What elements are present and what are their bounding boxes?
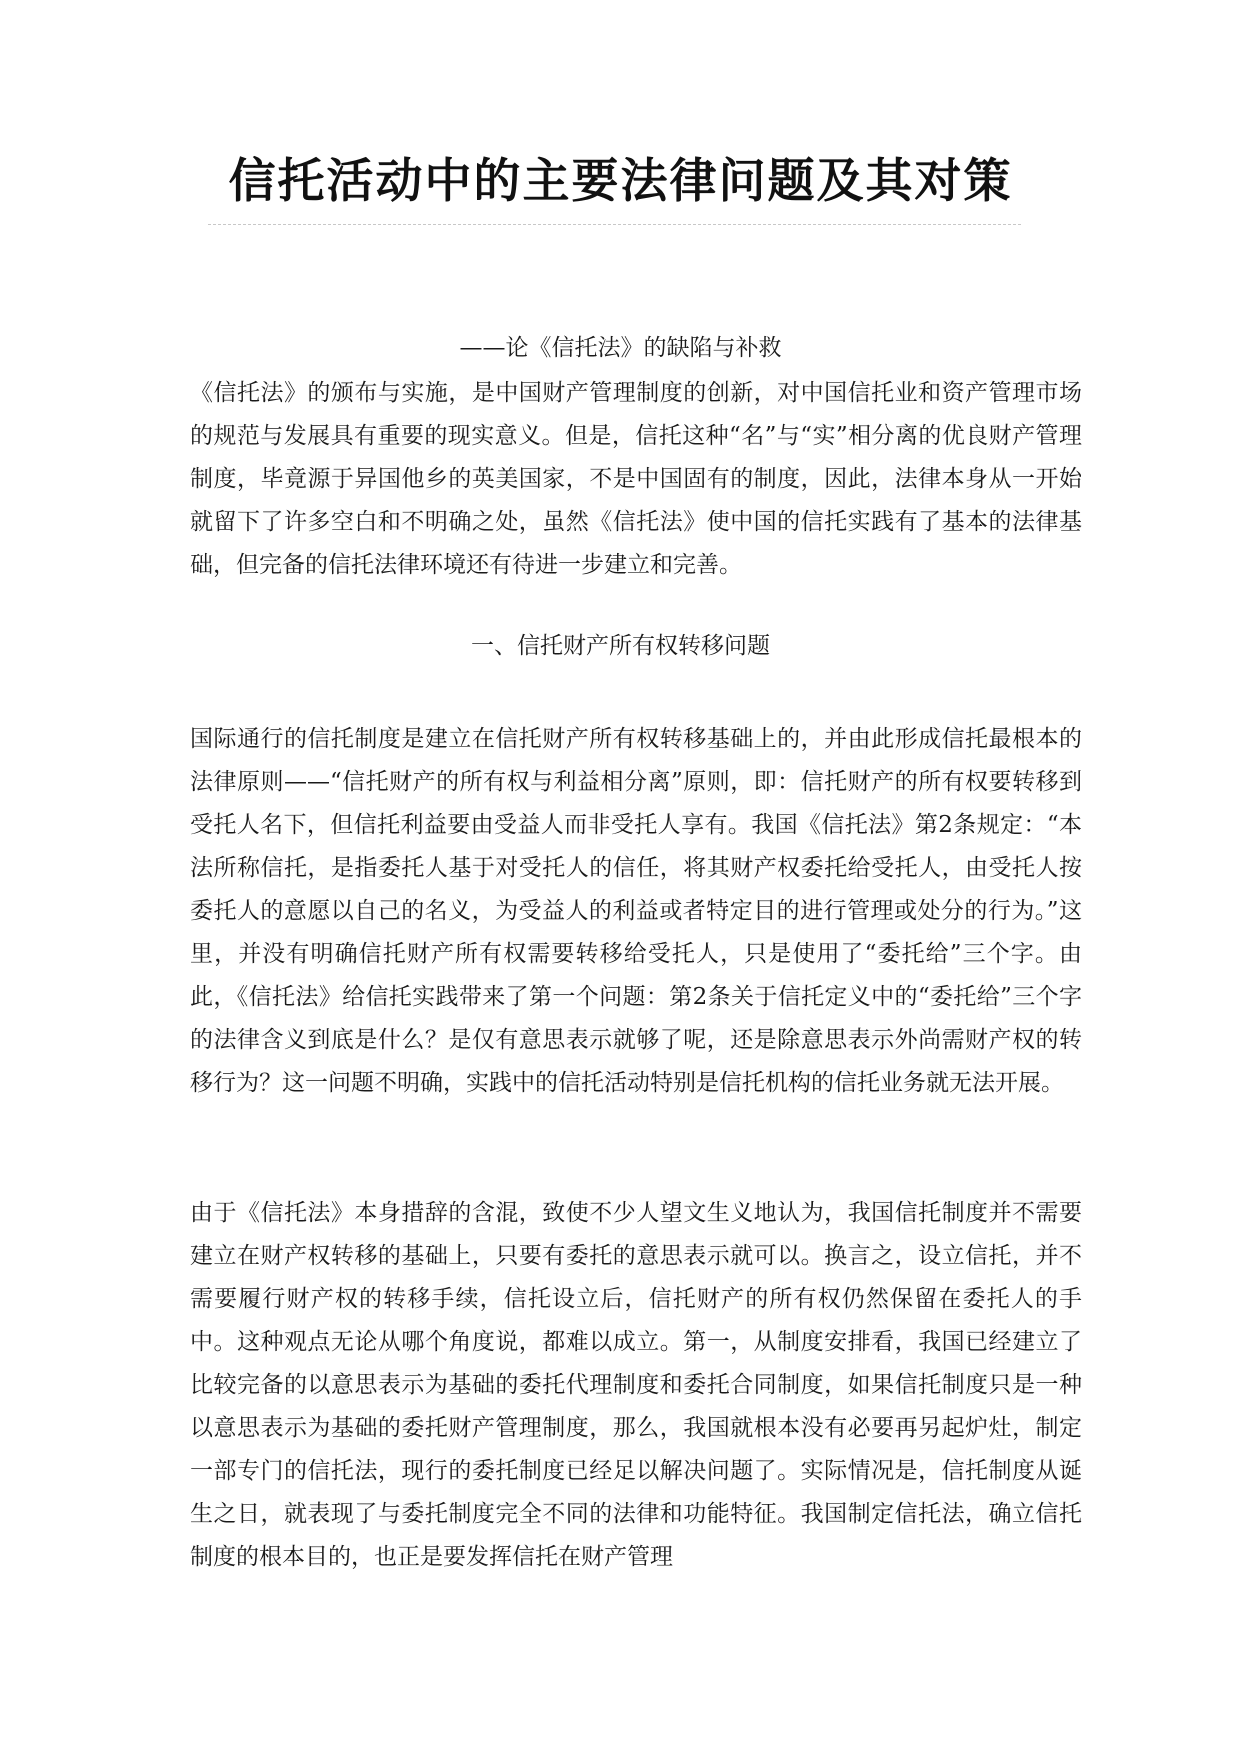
intro-paragraph: 《信托法》的颁布与实施，是中国财产管理制度的创新，对中国信托业和资产管理市场的规范与发展具有重要的现实意义。但是，信托这种“名”与“实”相分离的优良财产管理制度，毕竟源于异国他乡的英美国家，不是中国固有的制度，因此，法律本身从一开始就留下了许多空白和不明确之处，虽然《信托法》使中国的信托实践有了基本的法律基础，但完备的信托法律环境还有待进一步建立和完善。 — [190, 380, 1082, 578]
document-title: 信托活动中的主要法律问题及其对策 — [228, 154, 1013, 209]
intro-section — [190, 372, 1082, 587]
title-divider — [208, 224, 1021, 225]
section-1-body-2 — [190, 1192, 1082, 1579]
section-1-body-1 — [190, 718, 1082, 1105]
section-1-paragraph-2: 由于《信托法》本身措辞的含混，致使不少人望文生义地认为，我国信托制度并不需要建立在财产权转移的基础上，只要有委托的意思表示就可以。换言之，设立信托，并不需要履行财产权的转移手续，信托设立后，信托财产的所有权仍然保留在委托人的手中。这种观点无论从哪个角度说，都难以成立。第一，从制度安排看，我国已经建立了比较完备的以意思表示为基础的委托代理制度和委托合同制度，如果信托制度只是一种以意思表示为基础的委托财产管理制度，那么，我国就根本没有必要再另起炉灶，制定一部专门的信托法，现行的委托制度已经足以解决问题了。实际情况是，信托制度从诞生之日，就表现了与委托制度完全不同的法律和功能特征。我国制定信托法，确立信托制度的根本目的，也正是要发挥信托在财产管理 — [190, 1200, 1082, 1570]
section-1-heading: 一、信托财产所有权转移问题 — [471, 633, 770, 659]
document-subtitle: ——论《信托法》的缺陷与补救 — [459, 335, 782, 361]
section-1-paragraph-1: 国际通行的信托制度是建立在信托财产所有权转移基础上的，并由此形成信托最根本的法律原则——“信托财产的所有权与利益相分离”原则，即：信托财产的所有权要转移到受托人名下，但信托利益要由受益人而非受托人享有。我国《信托法》第2条规定：“本法所称信托，是指委托人基于对受托人的信任，将其财产权委托给受托人，由受托人按委托人的意愿以自己的名义，为受益人的利益或者特定目的进行管理或处分的行为。”这里，并没有明确信托财产所有权需要转移给受托人，只是使用了“委托给”三个字。由此，《信托法》给信托实践带来了第一个问题：第2条关于信托定义中的“委托给”三个字的法律含义到底是什么？是仅有意思表示就够了呢，还是除意思表示外尚需财产权的转移行为？这一问题不明确，实践中的信托活动特别是信托机构的信托业务就无法开展。 — [190, 726, 1082, 1096]
